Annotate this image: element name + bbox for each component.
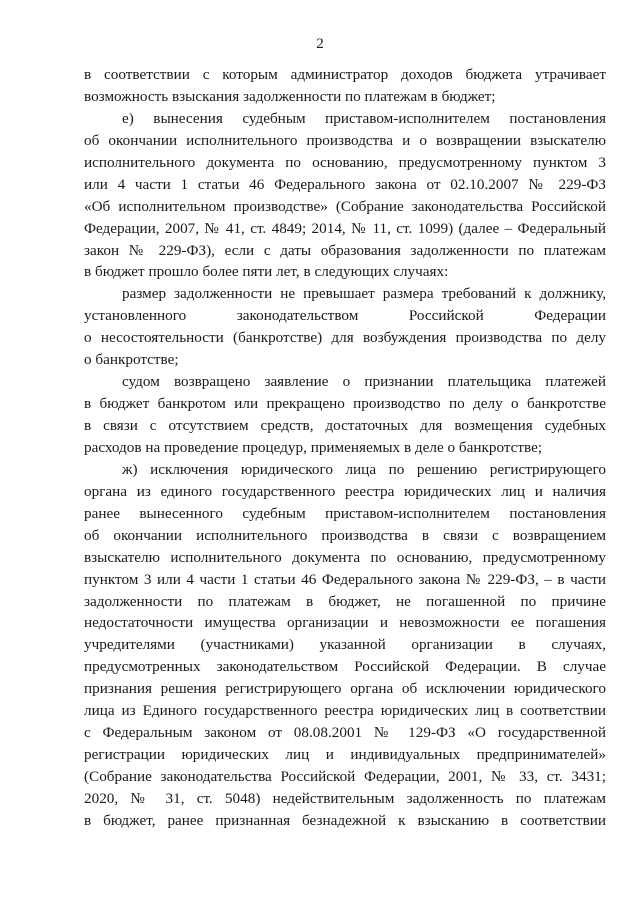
- text-line: судом возвращено заявление о признании плательщика платежей: [122, 373, 606, 391]
- text-line: установленного законодательством Российской Федерации: [84, 307, 606, 325]
- text-line: в соответствии с которым администратор доходов бюджета утрачивает: [84, 66, 606, 83]
- text-line: в бюджет прошло более пяти лет, в следующих случаях:: [84, 263, 449, 281]
- text-line: ж) исключения юридического лица по решению регистрирующего: [122, 460, 606, 478]
- text-line: признания решения регистрирующего органа об исключении юридического: [84, 680, 606, 698]
- text-line: задолженности по платежам в бюджет, не погашенной по причине: [84, 592, 606, 610]
- text-line: закон № 229-ФЗ), если с даты образования задолженности по платежам: [84, 241, 606, 259]
- text-line: взыскателю исполнительного документа по основанию, предусмотренному: [84, 548, 606, 566]
- text-line: в бюджет банкротом или прекращено производство по делу о банкротстве: [84, 395, 606, 413]
- text-line: с Федеральным законом от 08.08.2001 № 129-ФЗ «О государственной: [84, 724, 606, 742]
- text-line: органа из единого государственного реестра юридических лиц и наличия: [84, 482, 606, 500]
- text-line: о банкротстве;: [84, 351, 179, 369]
- text-line: регистрации юридических лиц и индивидуальных предпринимателей»: [84, 746, 606, 764]
- document-body: [84, 64, 606, 832]
- text-line: е) вынесения судебным приставом-исполнителем постановления: [122, 109, 606, 127]
- text-line: о несостоятельности (банкротстве) для возбуждения производства по делу: [84, 329, 606, 347]
- text-line: возможность взыскания задолженности по платежам в бюджет;: [84, 87, 496, 105]
- text-line: исполнительного документа по основанию, предусмотренному пунктом 3: [84, 153, 606, 171]
- text-line: учредителями (участниками) указанной организации в случаях,: [84, 636, 606, 654]
- text-line: в связи с отсутствием средств, достаточных для возмещения судебных: [84, 417, 606, 434]
- text-line: в бюджет, ранее признанная безнадежной к взысканию в соответствии: [84, 811, 606, 829]
- text-line: недостаточности имущества организации и невозможности ее погашения: [84, 614, 606, 632]
- text-line: об окончании исполнительного производства и о возвращении взыскателю: [84, 131, 606, 149]
- text-line: размер задолженности не превышает размера требований к должнику,: [122, 285, 606, 303]
- text-line: ранее вынесенного судебным приставом-исполнителем постановления: [84, 504, 606, 522]
- text-line: (Собрание законодательства Российской Федерации, 2001, № 33, ст. 3431;: [84, 768, 606, 785]
- text-line: «Об исполнительном производстве» (Собрание законодательства Российской: [84, 197, 606, 215]
- text-line: лица из Единого государственного реестра юридических лиц в соответствии: [84, 702, 606, 720]
- text-line: пунктом 3 или 4 части 1 статьи 46 Федерального закона № 229-ФЗ, – в части: [84, 570, 606, 588]
- text-line: предусмотренных законодательством Российской Федерации. В случае: [84, 658, 606, 676]
- page-number: 2: [316, 36, 324, 52]
- text-line: или 4 части 1 статьи 46 Федерального закона от 02.10.2007 № 229-ФЗ: [84, 175, 606, 193]
- text-line: Федерации, 2007, № 41, ст. 4849; 2014, № 11, ст. 1099) (далее – Федеральный: [84, 219, 606, 237]
- text-line: об окончании исполнительного производства в связи с возвращением: [84, 526, 606, 544]
- text-line: расходов на проведение процедур, применяемых в деле о банкротстве;: [84, 438, 543, 456]
- text-line: 2020, № 31, ст. 5048) недействительным задолженность по платежам: [84, 789, 606, 807]
